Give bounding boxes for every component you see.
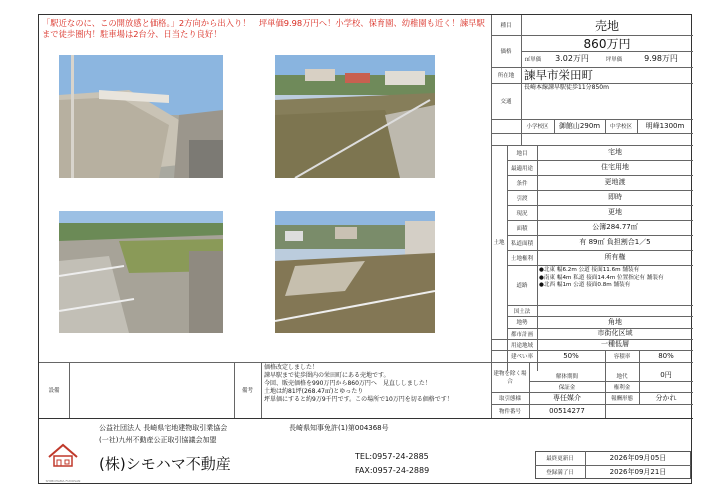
transport-value: 長崎本線諫早駅徒歩11分850m bbox=[524, 84, 609, 91]
land-row-value: 更地 bbox=[608, 208, 622, 217]
road-label: 道路 bbox=[516, 283, 528, 289]
land-rent-label: 地代 bbox=[616, 373, 628, 380]
junior-high-value: 明峰1300m bbox=[645, 121, 685, 130]
floor-area-ratio-value: 80% bbox=[658, 351, 674, 360]
transaction-mode-label: 取引態様 bbox=[498, 396, 521, 402]
city-planning-value: 市街化区域 bbox=[597, 329, 633, 338]
photo-front-view bbox=[59, 55, 223, 178]
road-item: ●北西 幅1m 公道 接面0.8m 舗装有 bbox=[539, 282, 631, 289]
sqm-price-label: ㎡単価 bbox=[524, 57, 542, 63]
demolition-section-label: 建物を除く場合 bbox=[493, 371, 527, 385]
fair-trade-council: (一社)九州不動産公正取引協議会加盟 bbox=[99, 436, 217, 444]
lot-shape-value: 角地 bbox=[608, 317, 622, 326]
land-row-label: 条件 bbox=[516, 180, 528, 187]
listing-expiry-label: 登録満了日 bbox=[546, 470, 574, 476]
company-logo bbox=[43, 435, 83, 483]
demolition-period-label: 解体期間 bbox=[555, 373, 578, 380]
land-row-label: 最適用途 bbox=[510, 165, 533, 172]
flyer-sheet bbox=[38, 14, 692, 484]
land-row-label: 土地権利 bbox=[510, 255, 533, 262]
location-value: 諫早市栄田町 bbox=[524, 68, 593, 82]
zoning-label: 用途地域 bbox=[510, 342, 533, 349]
license-number: 長崎県知事免許(1)第004368号 bbox=[289, 424, 389, 432]
land-row-label: 現況 bbox=[516, 210, 528, 217]
type-value: 売地 bbox=[594, 18, 619, 33]
association-name: 公益社団法人 長崎県宅地建物取引業協会 bbox=[99, 424, 228, 432]
tsubo-price-value: 9.98万円 bbox=[644, 54, 678, 64]
elementary-school-label: 小学校区 bbox=[526, 124, 549, 130]
commission-label: 報酬形態 bbox=[610, 396, 633, 402]
land-row-value: 所有権 bbox=[604, 253, 626, 262]
land-row-value: 有 89㎡ 負担割合1／5 bbox=[579, 238, 651, 247]
location-label: 所在地 bbox=[497, 73, 515, 79]
land-row-value: 即時 bbox=[608, 193, 622, 202]
land-row-value: 宅地 bbox=[608, 148, 622, 157]
land-row-label: 引渡 bbox=[516, 195, 528, 202]
land-row-label: 私道面積 bbox=[510, 240, 533, 247]
junior-high-label: 中学校区 bbox=[609, 124, 632, 130]
land-row-label: 地目 bbox=[516, 150, 528, 157]
zoning-value: 一種低層 bbox=[601, 340, 629, 349]
elementary-school-value: 御館山290m bbox=[558, 121, 601, 130]
property-number-value: 00514277 bbox=[549, 406, 585, 415]
national-land-law-value bbox=[537, 305, 693, 316]
property-number-label: 物件番号 bbox=[498, 409, 521, 415]
company-fax: FAX:0957-24-2889 bbox=[355, 466, 430, 475]
transport-label: 交通 bbox=[500, 99, 512, 105]
photo-lot-wide bbox=[275, 211, 435, 333]
land-row-value: 更地渡 bbox=[604, 178, 626, 187]
tsubo-price-label: 坪単価 bbox=[605, 57, 623, 63]
land-row-value: 住宅用地 bbox=[601, 163, 629, 172]
key-money-label: 権利金 bbox=[613, 384, 631, 391]
photo-lot-overview bbox=[275, 55, 435, 178]
building-coverage-value: 50% bbox=[563, 351, 579, 360]
transaction-mode-value: 専任媒介 bbox=[553, 393, 581, 402]
remarks-text: 価格改定しました！ 諫早駅まで徒歩圏内の栄田町にある売地です。 今回、販売価格を990万円から860万円へ 見直ししました！ 土地は約81坪(268.47㎡)とゆったり 坪単価にすると約9万9千円です。この場所で10万円を切る価格です！ bbox=[264, 364, 453, 404]
price-label: 価格 bbox=[500, 49, 512, 55]
road-item: ●北東 幅6.2m 公道 接面11.6m 舗装有 bbox=[539, 267, 640, 273]
deposit-label: 保証金 bbox=[558, 384, 576, 391]
headline: 「駅近なのに、この開放感と価格。」2方向から出入り！ 坪単価9.98万円へ！小学校、保育園、幼稚園も近く！諫早駅まで徒歩圏内！駐車場は2台分、日当たり良好！ bbox=[42, 18, 485, 40]
company-tel: TEL:0957-24-2885 bbox=[355, 452, 429, 461]
land-section-label: 土地 bbox=[493, 240, 505, 246]
floor-area-ratio-label: 容積率 bbox=[613, 354, 631, 360]
building-coverage-label: 建ぺい率 bbox=[510, 354, 533, 360]
commission-value: 分かれ bbox=[655, 393, 677, 402]
land-rent-value: 0円 bbox=[660, 371, 672, 380]
remarks-label: 備考 bbox=[241, 388, 253, 394]
company-name: (株)シモハマ不動産 bbox=[99, 455, 231, 473]
road-list bbox=[539, 267, 691, 290]
land-row-label: 面積 bbox=[516, 225, 528, 232]
logo-caption: SHIMOHAMA FUDOSAN bbox=[45, 479, 81, 483]
type-label: 種目 bbox=[500, 23, 512, 29]
road-item: ●南東 幅4m 私道 接面14.4m 位置指定有 舗装有 bbox=[539, 274, 664, 281]
national-land-law-label: 国土法 bbox=[513, 308, 531, 315]
sqm-price-value: 3.02万円 bbox=[555, 54, 589, 64]
land-row-value: 公簿284.77㎡ bbox=[592, 223, 638, 232]
facilities-label: 設備 bbox=[48, 388, 60, 394]
price-value: 860万円 bbox=[583, 36, 631, 51]
last-updated-value: 2026年09月05日 bbox=[609, 453, 667, 462]
city-planning-label: 都市計画 bbox=[510, 331, 533, 338]
lot-shape-label: 地勢 bbox=[516, 320, 528, 326]
last-updated-label: 最終更新日 bbox=[546, 456, 574, 462]
photo-driveway bbox=[59, 211, 223, 333]
listing-expiry-value: 2026年09月21日 bbox=[609, 467, 667, 476]
